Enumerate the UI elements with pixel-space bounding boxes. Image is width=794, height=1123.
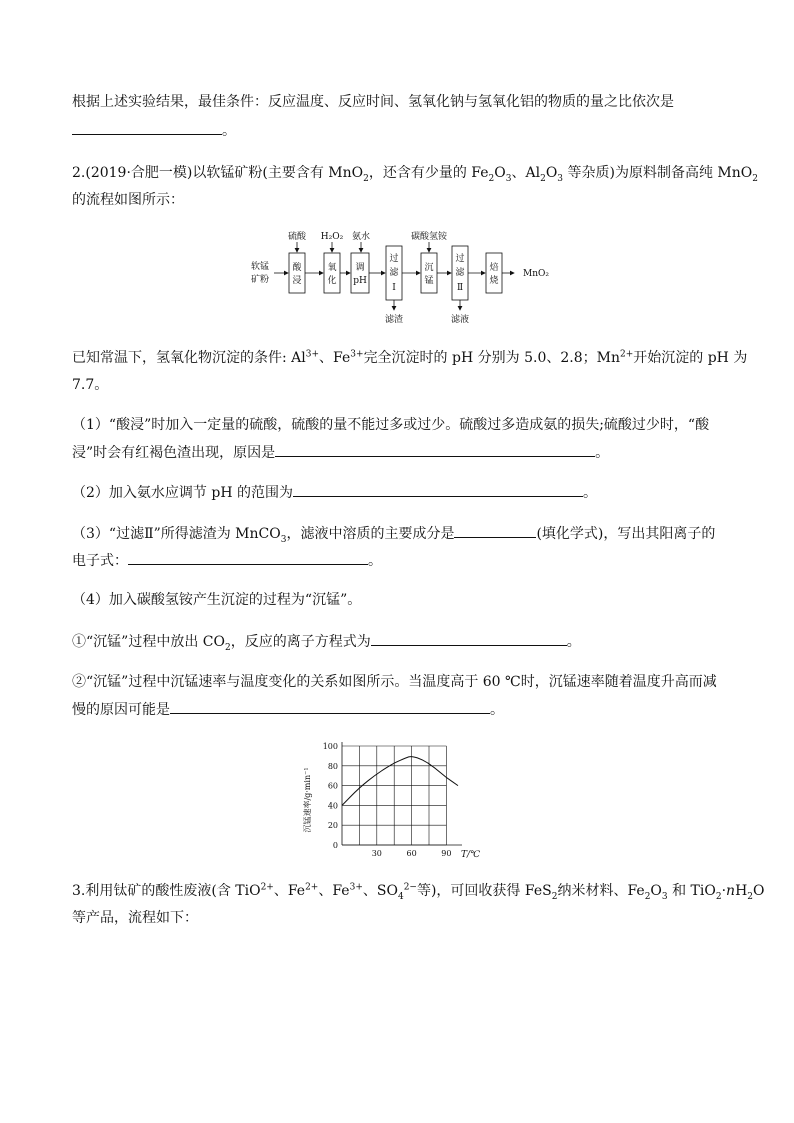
- y-axis-label: 沉锰速率/g·min⁻¹: [303, 767, 312, 833]
- svg-text:过: 过: [389, 254, 399, 264]
- answer-blank[interactable]: [275, 442, 595, 457]
- y-tick-label: 40: [327, 801, 338, 811]
- known-conditions: 已知常温下，氢氧化物沉淀的条件: $Al^{3+}$、$Fe^{3+}$完全沉淀时的 pH 分别为 5.0、2.8；$Mn^{2+}$开始沉淀的 pH 为: [72, 349, 748, 366]
- waste-filtrate: 滤液: [450, 315, 470, 325]
- answer-blank[interactable]: [454, 523, 536, 538]
- svg-text:化: 化: [327, 276, 337, 286]
- intro-line: [72, 92, 674, 112]
- step-box-acid-leach: [289, 253, 305, 293]
- svg-text:滤: 滤: [389, 268, 399, 278]
- x-tick-label: 90: [441, 849, 452, 858]
- question-3: （3）“过滤Ⅱ”所得滤渣为 MnCO$_3$，滤液中溶质的主要成分是 (填化学式)，写出其阳离子的: [72, 523, 715, 544]
- reagent-sulfuric-acid: 硫酸: [287, 232, 307, 242]
- reagent-h2o2: H₂O₂: [320, 232, 344, 242]
- y-tick-label: 20: [327, 821, 338, 831]
- svg-text:氧: 氧: [327, 263, 337, 273]
- svg-text:调: 调: [355, 263, 365, 273]
- svg-text:酸: 酸: [292, 263, 302, 273]
- step-box-adjust-ph: [351, 253, 369, 293]
- q3-heading-2: 等产品，流程如下：: [72, 910, 198, 926]
- question-4-1: ①“沉锰”过程中放出 $CO_2$，反应的离子方程式为 。: [72, 631, 581, 652]
- y-tick-label: 60: [327, 781, 338, 791]
- output-product: MnO₂: [523, 269, 549, 279]
- y-tick-label: 100: [322, 742, 338, 751]
- intro-text: 根据上述实验结果，最佳条件：反应温度、反应时间、氢氧化钠与氢氧化铝的物质的量之比依次是: [72, 94, 674, 110]
- svg-text:Ⅰ: Ⅰ: [392, 283, 396, 293]
- input-label-top: 软锰: [250, 262, 270, 272]
- y-tick-labels: [323, 742, 338, 850]
- svg-text:焙: 焙: [489, 263, 499, 273]
- y-tick-label: 0: [332, 841, 338, 850]
- y-tick-label: 80: [327, 761, 338, 771]
- intro-answer-line: 。: [72, 120, 236, 141]
- question-1-answer: 浸”时会有红褐色渣出现，原因是 。: [72, 442, 609, 463]
- q2-heading: 2.(2019·合肥一模)以软锰矿粉(主要含有 MnO$_2$，还含有少量的 $Fe_2O_3$、$Al_2O_3$ 等杂质)为原料制备高纯 MnO$_2$: [72, 165, 758, 184]
- x-axis-label: T/℃: [461, 850, 481, 860]
- reagent-ammonium-bicarbonate: 碳酸氢铵: [410, 232, 448, 242]
- question-4-2-answer: 慢的原因可能是 。: [72, 699, 504, 720]
- svg-text:pH: pH: [353, 276, 367, 286]
- question-3-answer: 电子式： 。: [72, 550, 382, 571]
- answer-blank[interactable]: [72, 120, 222, 135]
- question-1: （1）“酸浸”时加入一定量的硫酸，硫酸的量不能过多或过少。硫酸过多造成氨的损失;硫酸过少时，“酸: [72, 417, 710, 433]
- svg-text:过: 过: [455, 254, 465, 264]
- chart-axes: [342, 742, 462, 845]
- svg-text:锰: 锰: [424, 276, 434, 286]
- rate-temperature-chart: [296, 740, 496, 864]
- answer-blank[interactable]: [293, 482, 583, 497]
- svg-text:沉: 沉: [424, 263, 434, 273]
- known-conditions-2: 7.7。: [72, 377, 109, 393]
- answer-blank[interactable]: [128, 550, 368, 565]
- svg-text:Ⅱ: Ⅱ: [456, 283, 464, 293]
- answer-blank[interactable]: [371, 631, 567, 646]
- question-4: （4）加入碳酸氢铵产生沉淀的过程为“沉锰”。: [72, 592, 362, 608]
- process-flow-diagram: [240, 226, 560, 330]
- x-tick-labels: [372, 849, 452, 858]
- step-box-precipitate: [421, 253, 437, 293]
- step-box-roast: [486, 253, 502, 293]
- input-label-bottom: 矿粉: [250, 275, 270, 285]
- reagent-ammonia: 氨水: [351, 232, 371, 242]
- step-box-oxidize: [324, 253, 340, 293]
- svg-text:烧: 烧: [489, 276, 499, 286]
- question-2: （2）加入氨水应调节 pH 的范围为 。: [72, 482, 597, 503]
- answer-blank[interactable]: [170, 699, 490, 714]
- svg-text:滤: 滤: [455, 268, 465, 278]
- q3-heading: 3.利用钛矿的酸性废液(含 TiO$^{2+}$、$Fe^{2+}$、$Fe^{3+}$、$SO_4^{2-}$等)，可回收获得 FeS$_2$纳米材料、$Fe_2O_3$ 和 $TiO_2\cdot nH_2O$: [72, 882, 765, 902]
- x-tick-label: 60: [406, 849, 417, 858]
- svg-text:浸: 浸: [292, 276, 302, 286]
- waste-residue: 滤渣: [384, 315, 404, 325]
- q2-heading-2: 的流程如图所示：: [72, 192, 184, 208]
- x-tick-label: 30: [371, 849, 382, 858]
- question-4-2: ②“沉锰”过程中沉锰速率与温度变化的关系如图所示。当温度高于 60 ℃时，沉锰速率随着温度升高而减: [72, 674, 717, 690]
- chart-grid: [342, 746, 446, 845]
